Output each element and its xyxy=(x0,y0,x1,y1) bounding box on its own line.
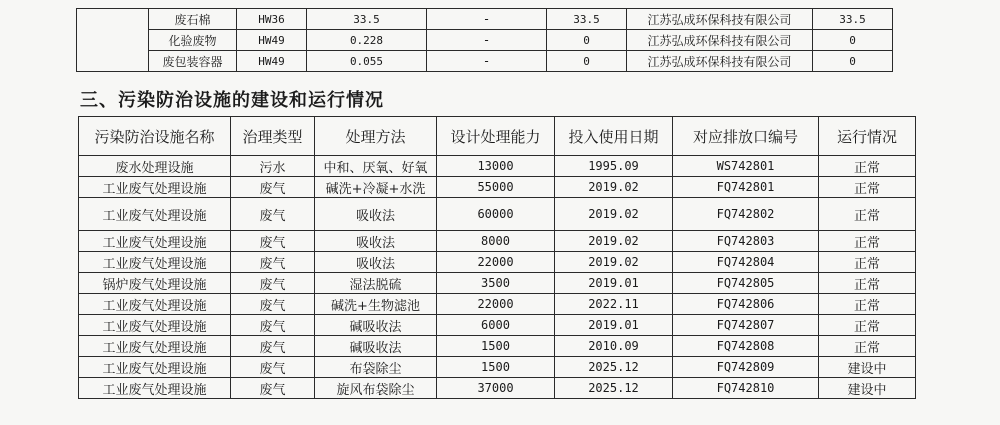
facility-name: 工业废气处理设施 xyxy=(79,177,231,198)
facility-name: 工业废气处理设施 xyxy=(79,198,231,231)
waste-code: HW36 xyxy=(237,9,307,30)
treatment-type: 废气 xyxy=(231,252,315,273)
facility-name: 工业废气处理设施 xyxy=(79,336,231,357)
operation-status: 正常 xyxy=(819,273,916,294)
outlet-code: FQ742801 xyxy=(673,177,819,198)
commission-date: 2010.09 xyxy=(555,336,673,357)
operation-status: 正常 xyxy=(819,156,916,177)
facility-name: 废水处理设施 xyxy=(79,156,231,177)
table-header-row xyxy=(79,117,916,156)
treatment-type: 废气 xyxy=(231,231,315,252)
treatment-type: 废气 xyxy=(231,336,315,357)
treatment-type: 废气 xyxy=(231,378,315,399)
facility-name: 工业废气处理设施 xyxy=(79,294,231,315)
commission-date: 2025.12 xyxy=(555,378,673,399)
design-capacity: 3500 xyxy=(437,273,555,294)
design-capacity: 1500 xyxy=(437,357,555,378)
waste-dash: - xyxy=(427,51,547,72)
table-row xyxy=(79,252,916,273)
treatment-method: 吸收法 xyxy=(315,252,437,273)
waste-total: 0 xyxy=(813,30,893,51)
facility-name: 锅炉废气处理设施 xyxy=(79,273,231,294)
table-row xyxy=(77,30,893,51)
facility-table-body xyxy=(79,156,916,399)
operation-status: 正常 xyxy=(819,252,916,273)
header-operation-status: 运行情况 xyxy=(819,117,916,156)
design-capacity: 13000 xyxy=(437,156,555,177)
header-commission-date: 投入使用日期 xyxy=(555,117,673,156)
outlet-code: FQ742806 xyxy=(673,294,819,315)
design-capacity: 8000 xyxy=(437,231,555,252)
operation-status: 正常 xyxy=(819,198,916,231)
outlet-code: FQ742804 xyxy=(673,252,819,273)
treatment-type: 污水 xyxy=(231,156,315,177)
pollution-facility-table xyxy=(78,116,916,399)
treatment-type: 废气 xyxy=(231,315,315,336)
waste-amount: 0.228 xyxy=(307,30,427,51)
commission-date: 2019.02 xyxy=(555,177,673,198)
facility-name: 工业废气处理设施 xyxy=(79,315,231,336)
waste-total: 0 xyxy=(813,51,893,72)
treatment-type: 废气 xyxy=(231,273,315,294)
outlet-code: WS742801 xyxy=(673,156,819,177)
treatment-type: 废气 xyxy=(231,198,315,231)
waste-total: 33.5 xyxy=(813,9,893,30)
waste-company: 江苏弘成环保科技有限公司 xyxy=(627,9,813,30)
waste-company: 江苏弘成环保科技有限公司 xyxy=(627,51,813,72)
waste-disposed: 0 xyxy=(547,30,627,51)
treatment-type: 废气 xyxy=(231,357,315,378)
header-facility-name: 污染防治设施名称 xyxy=(79,117,231,156)
commission-date: 2019.01 xyxy=(555,315,673,336)
treatment-method: 旋风布袋除尘 xyxy=(315,378,437,399)
waste-disposed: 33.5 xyxy=(547,9,627,30)
commission-date: 2022.11 xyxy=(555,294,673,315)
operation-status: 建设中 xyxy=(819,378,916,399)
operation-status: 正常 xyxy=(819,177,916,198)
outlet-code: FQ742808 xyxy=(673,336,819,357)
design-capacity: 60000 xyxy=(437,198,555,231)
commission-date: 1995.09 xyxy=(555,156,673,177)
facility-name: 工业废气处理设施 xyxy=(79,357,231,378)
table-row xyxy=(77,9,893,30)
waste-code: HW49 xyxy=(237,51,307,72)
table-row xyxy=(79,198,916,231)
table-row xyxy=(79,336,916,357)
treatment-type: 废气 xyxy=(231,294,315,315)
hazardous-waste-table xyxy=(76,8,893,72)
design-capacity: 37000 xyxy=(437,378,555,399)
treatment-method: 碱吸收法 xyxy=(315,315,437,336)
operation-status: 正常 xyxy=(819,336,916,357)
waste-name: 废包装容器 xyxy=(149,51,237,72)
commission-date: 2019.02 xyxy=(555,198,673,231)
design-capacity: 22000 xyxy=(437,252,555,273)
operation-status: 正常 xyxy=(819,231,916,252)
commission-date: 2019.02 xyxy=(555,252,673,273)
section-heading: 三、污染防治设施的建设和运行情况 xyxy=(80,90,384,111)
table-row xyxy=(79,273,916,294)
treatment-method: 湿法脱硫 xyxy=(315,273,437,294)
treatment-method: 吸收法 xyxy=(315,231,437,252)
design-capacity: 6000 xyxy=(437,315,555,336)
header-treatment-type: 治理类型 xyxy=(231,117,315,156)
treatment-method: 碱洗+生物滤池 xyxy=(315,294,437,315)
waste-name: 化验废物 xyxy=(149,30,237,51)
operation-status: 建设中 xyxy=(819,357,916,378)
waste-dash: - xyxy=(427,9,547,30)
waste-company: 江苏弘成环保科技有限公司 xyxy=(627,30,813,51)
treatment-method: 碱洗+冷凝+水洗 xyxy=(315,177,437,198)
outlet-code: FQ742803 xyxy=(673,231,819,252)
outlet-code: FQ742805 xyxy=(673,273,819,294)
operation-status: 正常 xyxy=(819,315,916,336)
outlet-code: FQ742802 xyxy=(673,198,819,231)
facility-name: 工业废气处理设施 xyxy=(79,252,231,273)
treatment-method: 中和、厌氧、好氧 xyxy=(315,156,437,177)
commission-date: 2019.01 xyxy=(555,273,673,294)
commission-date: 2019.02 xyxy=(555,231,673,252)
design-capacity: 55000 xyxy=(437,177,555,198)
design-capacity: 1500 xyxy=(437,336,555,357)
treatment-method: 碱吸收法 xyxy=(315,336,437,357)
table-row xyxy=(79,357,916,378)
table-row xyxy=(79,315,916,336)
table-row xyxy=(79,378,916,399)
facility-name: 工业废气处理设施 xyxy=(79,378,231,399)
waste-code: HW49 xyxy=(237,30,307,51)
treatment-method: 吸收法 xyxy=(315,198,437,231)
header-design-capacity: 设计处理能力 xyxy=(437,117,555,156)
treatment-type: 废气 xyxy=(231,177,315,198)
waste-dash: - xyxy=(427,30,547,51)
facility-name: 工业废气处理设施 xyxy=(79,231,231,252)
waste-amount: 0.055 xyxy=(307,51,427,72)
waste-name: 废石棉 xyxy=(149,9,237,30)
table-row xyxy=(77,51,893,72)
header-outlet-code: 对应排放口编号 xyxy=(673,117,819,156)
waste-amount: 33.5 xyxy=(307,9,427,30)
commission-date: 2025.12 xyxy=(555,357,673,378)
waste-disposed: 0 xyxy=(547,51,627,72)
table-row xyxy=(79,294,916,315)
outlet-code: FQ742807 xyxy=(673,315,819,336)
header-treatment-method: 处理方法 xyxy=(315,117,437,156)
outlet-code: FQ742810 xyxy=(673,378,819,399)
operation-status: 正常 xyxy=(819,294,916,315)
table-row xyxy=(79,156,916,177)
outlet-code: FQ742809 xyxy=(673,357,819,378)
merged-category-cell xyxy=(77,9,149,72)
design-capacity: 22000 xyxy=(437,294,555,315)
treatment-method: 布袋除尘 xyxy=(315,357,437,378)
table-row xyxy=(79,177,916,198)
table-row xyxy=(79,231,916,252)
